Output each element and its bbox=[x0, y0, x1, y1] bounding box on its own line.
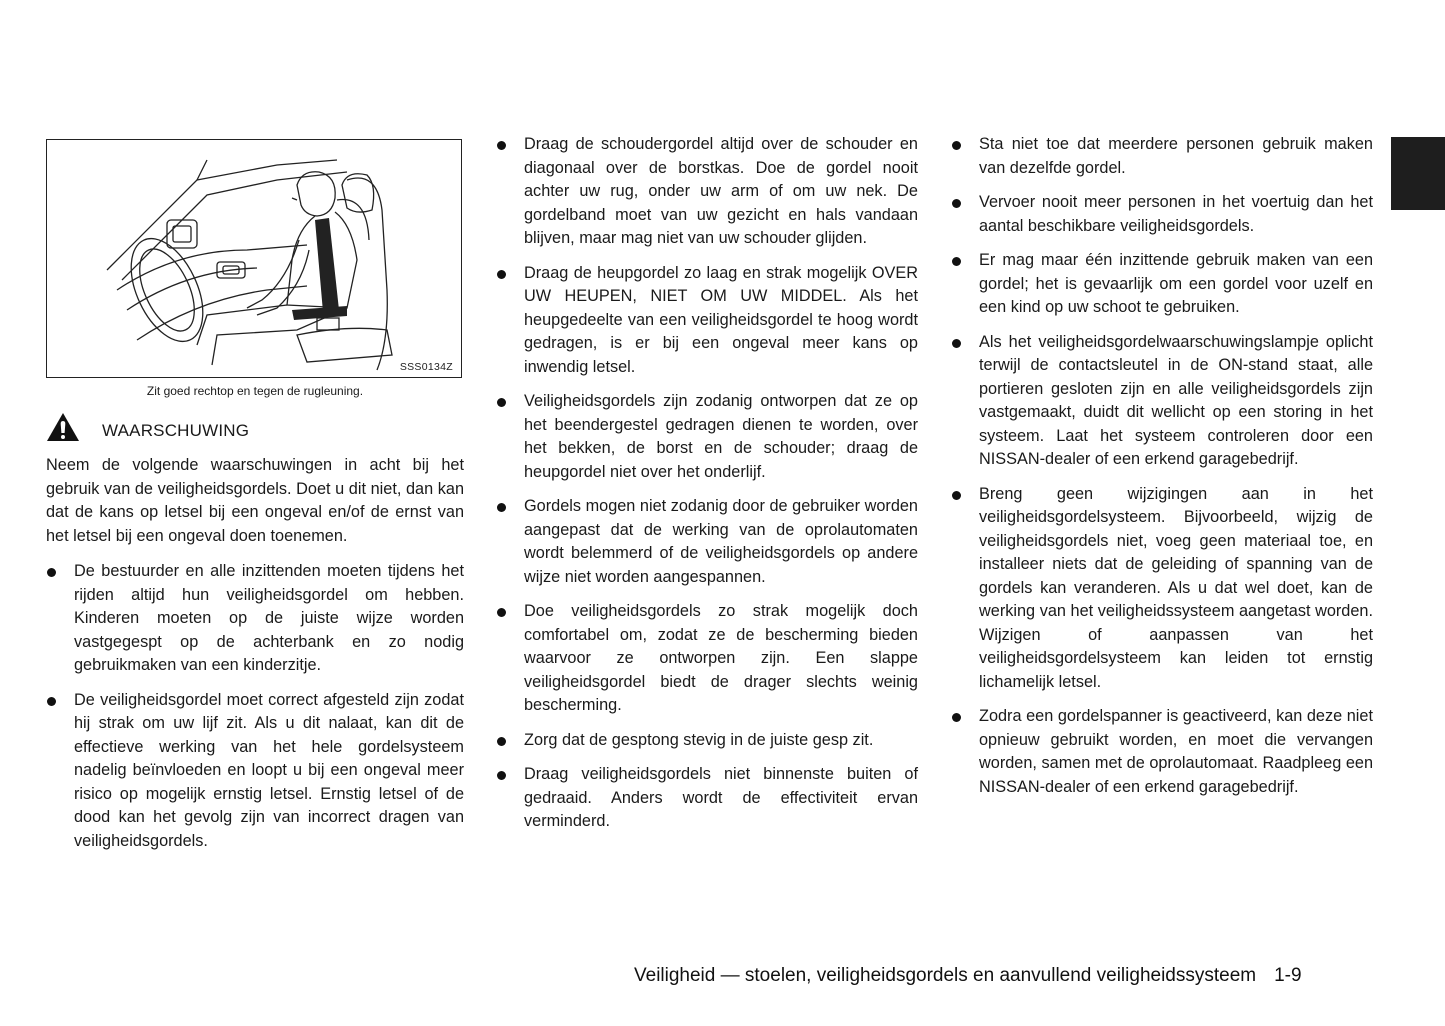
list-item: Als het veiligheidsgordelwaarschuwingslampje oplicht terwijl de contactsleutel in de ON-stand staat, alle portieren gesloten zijn en alle veiligheidsgordels zijn vastgemaakt, duidt dit wellicht op een storing in het systeem. Laat het systeem controleren door een NISSAN-dealer of een erkend garagebedrijf. bbox=[951, 331, 1373, 472]
column-3-list bbox=[951, 133, 1373, 799]
figure-code: SSS0134Z bbox=[399, 361, 453, 373]
list-item: Breng geen wijzigingen aan in het veiligheidsgordelsysteem. Bijvoorbeeld, wijzig de veiligheidsgordels niet, voeg geen materiaal toe, en installeer niets dat de geleiding of spanning van de gordels kan veranderen. Als u dat wel doet, kan de werking van het veiligheidssysteem aangetast worden. Wijzigen of aanpassen van het veiligheidsgordelsysteem kan leiden tot ernstig lichamelijk letsel. bbox=[951, 483, 1373, 695]
list-item: Doe veiligheidsgordels zo strak mogelijk doch comfortabel om, zodat ze de bescherming bieden waarvoor ze ontworpen zijn. Een slappe veiligheidsgordel biedt de drager slechts weinig bescherming. bbox=[496, 600, 918, 718]
list-item: Vervoer nooit meer personen in het voertuig dan het aantal beschikbare veiligheidsgordels. bbox=[951, 191, 1373, 238]
warning-intro: Neem de volgende waarschuwingen in acht bij het gebruik van de veiligheidsgordels. Doet u dit niet, dan kan dat de kans op letsel bij een ongeval en/of de ernst van het letsel bij een ongeval doen toenemen. bbox=[46, 456, 464, 545]
list-item: De bestuurder en alle inzittenden moeten tijdens het rijden altijd hun veiligheidsgordel om hebben. Kinderen moeten op de juiste wijze worden vastgegespt op de achterbank en zo nodig gebruikmaken van een kinderzitje. bbox=[46, 560, 464, 678]
column-3 bbox=[951, 133, 1373, 810]
footer-section-title: Veiligheid — stoelen, veiligheidsgordels en aanvullend veiligheidssysteem bbox=[634, 965, 1257, 986]
warning-title: WAARSCHUWING bbox=[102, 421, 250, 440]
list-item: Gordels mogen niet zodanig door de gebruiker worden aangepast dat de werking van de oprolautomaten wordt belemmerd of de veiligheidsgordels op andere wijze niet worden aangespannen. bbox=[496, 495, 918, 589]
list-item: Zorg dat de gesptong stevig in de juiste gesp zit. bbox=[496, 729, 918, 753]
list-item: Er mag maar één inzittende gebruik maken van een gordel; het is gevaarlijk om een gordel voor uzelf en een kind op uw schoot te gebruiken. bbox=[951, 249, 1373, 320]
page-footer bbox=[634, 965, 1302, 987]
warning-triangle-icon bbox=[46, 412, 80, 442]
list-item: Veiligheidsgordels zijn zodanig ontworpen dat ze op het beendergestel gedragen dienen te worden, over het bekken, de borst en de schouder; draag de heupgordel niet over het onderlijf. bbox=[496, 390, 918, 484]
column-1 bbox=[46, 133, 464, 864]
list-item: Draag de schoudergordel altijd over de schouder en diagonaal over de borstkas. Doe de gordel nooit achter uw rug, onder uw arm of om uw nek. De gordelband moet van uw gezicht en hals vandaan blijven, maar mag niet van uw schouder glijden. bbox=[496, 133, 918, 251]
column-2 bbox=[496, 133, 918, 845]
page-number: 1-9 bbox=[1274, 965, 1302, 986]
section-thumb-tab bbox=[1391, 137, 1445, 210]
seated-occupant-illustration bbox=[46, 139, 462, 378]
list-item: Draag de heupgordel zo laag en strak mogelijk OVER UW HEUPEN, NIET OM UW MIDDEL. Als het heupgedeelte van een veiligheidsgordel te hoog wordt gedragen, is er bij een ongeval meer kans op inwendig letsel. bbox=[496, 262, 918, 380]
warning-header bbox=[46, 412, 464, 442]
list-item: Sta niet toe dat meerdere personen gebruik maken van dezelfde gordel. bbox=[951, 133, 1373, 180]
car-interior-drawing bbox=[47, 140, 462, 378]
column-1-list bbox=[46, 560, 464, 853]
list-item: Zodra een gordelspanner is geactiveerd, kan deze niet opnieuw gebruikt worden, en moet die vervangen worden, samen met de oprolautomaat. Raadpleeg een NISSAN-dealer of een erkend garagebedrijf. bbox=[951, 705, 1373, 799]
figure-caption: Zit goed rechtop en tegen de rugleuning. bbox=[146, 384, 364, 398]
list-item: Draag veiligheidsgordels niet binnenste buiten of gedraaid. Anders wordt de effectiviteit ervan verminderd. bbox=[496, 763, 918, 834]
list-item: De veiligheidsgordel moet correct afgesteld zijn zodat hij strak om uw lijf zit. Als u dit nalaat, kan dit de effectieve werking van het hele gordelsysteem nadelig beïnvloeden en loopt u bij een ongeval meer risico op mogelijk ernstig letsel. Ernstig letsel of de dood kan het gevolg zijn van incorrect dragen van veiligheidsgordels. bbox=[46, 689, 464, 854]
column-2-list bbox=[496, 133, 918, 834]
